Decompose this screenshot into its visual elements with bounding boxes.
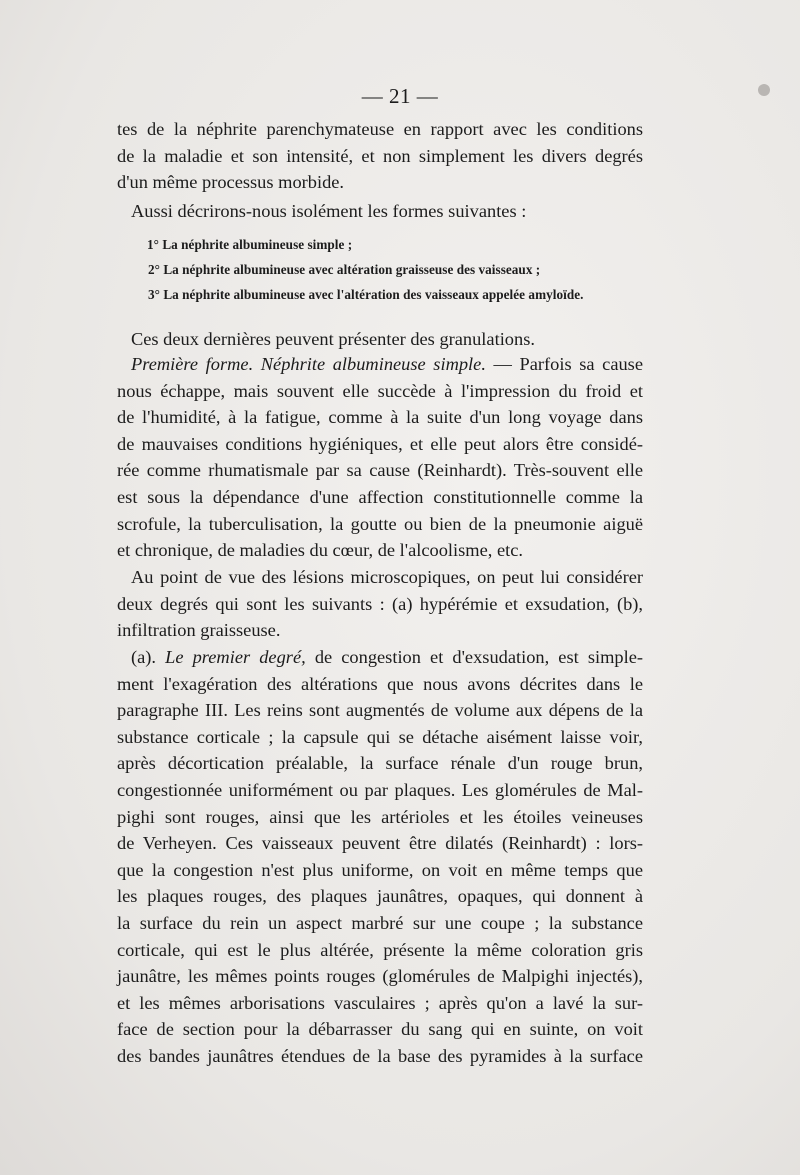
- paragraph-continuation: [117, 116, 643, 196]
- text-line: rée comme rhumatismale par sa cause (Reinhardt). Très-souvent elle: [117, 460, 643, 481]
- text-line: que la congestion n'est plus uniforme, on voit en même temps que: [117, 859, 643, 880]
- text-line: face de section pour la débarrasser du sang qui en suinte, on voit: [117, 1019, 643, 1040]
- text-line: ment l'exagération des altérations que nous avons décrites dans le: [117, 673, 643, 694]
- text-line: Au point de vue des lésions microscopiques, on peut lui considérer: [131, 567, 643, 587]
- page-number: — 21 —: [361, 84, 439, 108]
- text-line: de l'humidité, à la fatigue, comme à la suite d'un long voyage dans: [117, 407, 643, 428]
- text-line: de la maladie et son intensité, et non simplement les divers degrés: [117, 145, 643, 166]
- text-line: Ces deux dernières peuvent présenter des granulations.: [131, 329, 535, 349]
- text-line: de mauvaises conditions hygiéniques, et elle peut alors être considé-: [117, 433, 643, 454]
- text-line: la surface du rein un aspect marbré sur une coupe ; la substance: [117, 912, 643, 933]
- text-line: et chronique, de maladies du cœur, de l'alcoolisme, etc.: [117, 540, 524, 561]
- text-line: corticale, qui est le plus altérée, présente la même coloration gris: [117, 939, 643, 960]
- paragraph-first-form: [117, 351, 643, 564]
- subsection-heading: Le premier degré,: [165, 647, 306, 667]
- text-line: pighi sont rouges, ainsi que les artérioles et les étoiles veineuses: [117, 806, 643, 827]
- text-line: nous échappe, mais souvent elle succède à l'impression du froid et: [117, 380, 643, 401]
- text-line: de Verheyen. Ces vaisseaux peuvent être dilatés (Reinhardt) : lors-: [117, 833, 643, 854]
- text-line: jaunâtre, les mêmes points rouges (glomérules de Malpighi injectés),: [117, 966, 643, 987]
- section-heading: Première forme. Néphrite albumineuse simple.: [131, 354, 486, 374]
- text-line: et les mêmes arborisations vasculaires ; après qu'on a lavé la sur-: [117, 992, 643, 1013]
- text-line: (a). Le premier degré, de congestion et d'exsudation, est simple-: [131, 647, 643, 667]
- text-line: après décortication préalable, la surface rénale d'un rouge brun,: [117, 753, 643, 774]
- text-line: d'un même processus morbide.: [117, 172, 345, 193]
- text-line: infiltration graisseuse.: [117, 620, 281, 641]
- text-line: est sous la dépendance d'une affection constitutionnelle comme la: [117, 486, 643, 507]
- list-item: 3° La néphrite albumineuse avec l'altération des vaisseaux appelée amyloïde.: [148, 287, 584, 302]
- forms-list: [147, 232, 647, 307]
- text-line: deux degrés qui sont les suivants : (a) hypérémie et exsudation, (b),: [117, 593, 643, 614]
- text-line: Aussi décrirons-nous isolément les formes suivantes :: [131, 201, 527, 221]
- paragraph-forms-intro: [117, 198, 643, 225]
- text-line: des bandes jaunâtres étendues de la base des pyramides à la surface: [117, 1045, 643, 1066]
- text-line: congestionnée uniformément ou par plaques. Les glomérules de Mal-: [117, 779, 643, 800]
- text-line: tes de la néphrite parenchymateuse en rapport avec les conditions: [117, 119, 643, 139]
- text-line: scrofule, la tuberculisation, la goutte ou bien de la pneumonie aiguë: [117, 513, 643, 534]
- list-item: 2° La néphrite albumineuse avec altération graisseuse des vaisseaux ;: [148, 262, 541, 277]
- paragraph-lesions: [117, 564, 643, 644]
- text-line: paragraphe III. Les reins sont augmentés de volume aux dépens de la: [117, 700, 643, 721]
- paragraph-first-degree: [117, 644, 643, 1070]
- text-line: les plaques rouges, des plaques jaunâtres, opaques, qui donnent à: [117, 886, 643, 907]
- text-line: Première forme. Néphrite albumineuse simple. — Parfois sa cause: [131, 354, 643, 374]
- paragraph-granulations: [117, 326, 643, 353]
- list-item: 1° La néphrite albumineuse simple ;: [147, 237, 353, 252]
- text-line: substance corticale ; la capsule qui se détache aisément laisse voir,: [117, 726, 643, 747]
